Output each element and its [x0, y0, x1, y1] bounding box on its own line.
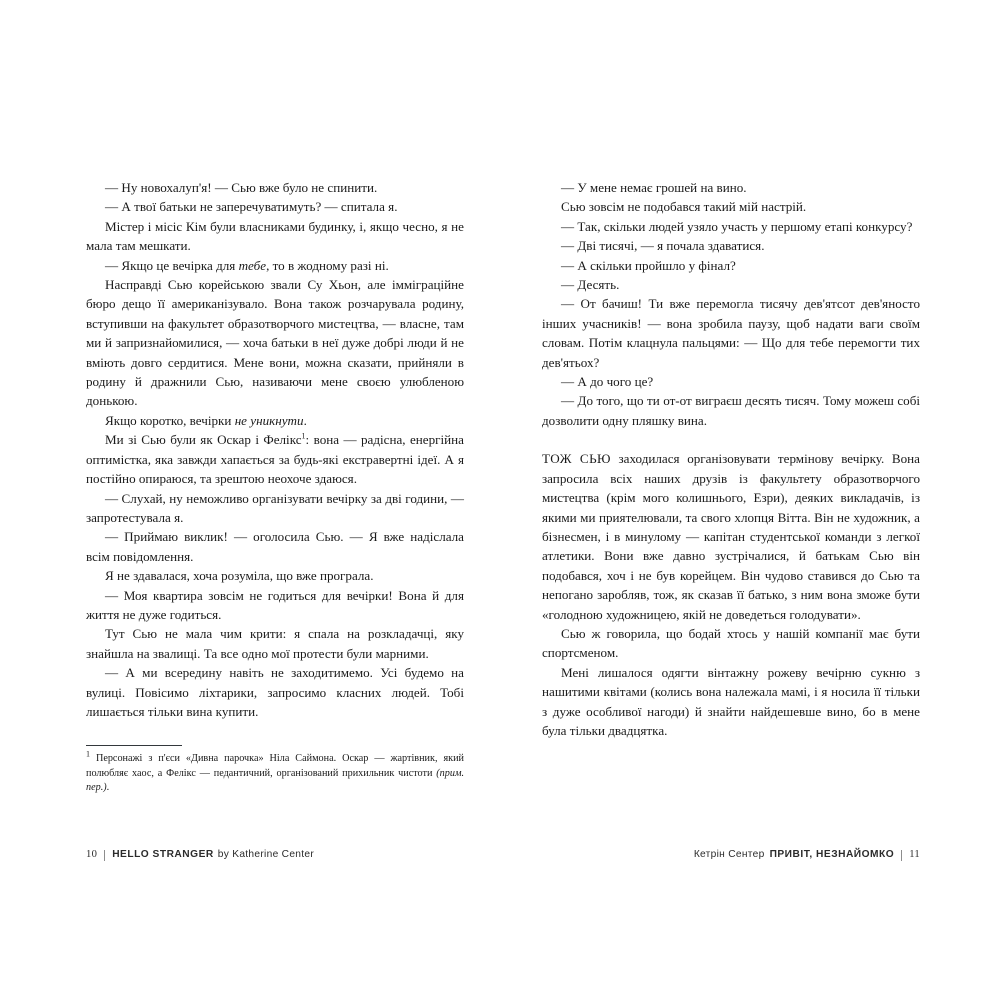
book-title-ua: ПРИВІТ, НЕЗНАЙОМКО [769, 849, 895, 860]
footnote-divider [86, 745, 182, 746]
paragraph-section-opening: ТОЖ СЬЮ заходилася організовувати термінову вечірку. Вона запросила всіх наших друзів із факультету образотворчого мистецтва (крім мого колишнього, Езри), деяких викладачів, із якими ми приятелювали, та свого хлопця Вітта. Він не художник, а бізнесмен, і в минулому — капітан студентської команди з легкої атлетики. Вони вже давно зустрічалися, й батькам Сью він подобався, хоч і не був корейцем. Він чудово ставився до Сью та непогано заробляв, тож, як сказав її батько, з ним вона зможе бути «голодною художницею, якій не доведеться голодувати». [542, 451, 920, 622]
book-byline: by Katherine Center [217, 849, 315, 860]
paragraph: — Моя квартира зовсім не годиться для вечірки! Вона й для життя не дуже годиться. [86, 587, 464, 622]
paragraph: Я не здавалася, хоча розуміла, що вже програла. [105, 568, 374, 584]
footer-divider [104, 850, 105, 861]
paragraph: — Так, скільки людей узяло участь у першому етапі конкурсу? [561, 218, 913, 234]
paragraph: Якщо коротко, вечірки не уникнути. [105, 412, 307, 428]
page-number: 11 [909, 849, 920, 860]
paragraph: Ми зі Сью були як Оскар і Фелікс$^1$: вона — радісна, енергійна оптимістка, яка завжди хапається за будь-які екстравертні ідеї. А я постійно опираюся, та зрештою неохоче здаюся. [86, 431, 464, 487]
paragraph: — Якщо це вечірка для тебе, то в жодному разі ні. [105, 257, 389, 273]
paragraph: Мені лишалося одягти вінтажну рожеву вечірню сукню з нашитими квітами (колись вона належала мамі, і я носила її тільки з дуже особливої нагоди) й знайти найдешевше вино, бо в мене була тільки двадцятка. [542, 664, 920, 738]
paragraph: — У мене немає грошей на вино. [561, 180, 747, 195]
paragraph: Сью ж говорила, що бодай хтось у нашій компанії має бути спортсменом. [542, 625, 920, 661]
footnote-text: $^1$ Персонажі з п'єси «Дивна парочка» Ніла Саймона. Оскар — жартівник, який полюбляє хаос, а Фелікс — педантичний, організований прихильник чистоти (прим. пер.). [86, 749, 464, 794]
left-page [56, 0, 476, 1000]
paragraph: — А твої батьки не заперечуватимуть? — спитала я. [105, 199, 398, 215]
footnote-number: 1 [86, 749, 90, 759]
paragraph: — А до чого це? [561, 374, 654, 390]
paragraph: Сью зовсім не подобався такий мій настрій. [561, 199, 807, 215]
author-name: Кетрін Сентер [693, 849, 765, 860]
paragraph: — Дві тисячі, — я почала здаватися. [561, 238, 765, 254]
footnote-block [86, 745, 464, 796]
paragraph: — Десять. [561, 277, 620, 293]
page-number: 10 [86, 849, 98, 860]
paragraph: — Слухай, ну неможливо організувати вечірку за дві години, — запротестувала я. [86, 490, 464, 525]
paragraph: — А скільки пройшло у фінал? [561, 257, 736, 273]
right-page [524, 0, 944, 1000]
paragraph: — Ну новохалуп'я! — Сью вже було не спинити. [105, 180, 378, 195]
footer-divider [901, 850, 902, 861]
paragraph: — До того, що ти от-от виграєш десять тисяч. Тому можеш собі дозволити одну пляшку вина. [542, 393, 920, 428]
footnote-marker: 1 [301, 431, 306, 441]
right-page-footer [694, 849, 920, 860]
left-page-footer [86, 849, 314, 860]
book-title: HELLO STRANGER [112, 849, 214, 860]
paragraph: — Приймаю виклик! — оголосила Сью. — Я вже надіслала всім повідомлення. [86, 529, 464, 564]
right-page-text-column [542, 178, 920, 740]
left-page-text-column [86, 178, 464, 721]
paragraph: — А ми всередину навіть не заходитимемо. Усі будемо на вулиці. Повісимо ліхтарики, запросимо класних людей. Тобі лишається тільки вина купити. [86, 665, 464, 719]
paragraph: Містер і місіс Кім були власниками будинку, і, якщо чесно, я не мала там мешкати. [86, 218, 464, 254]
paragraph: Насправді Сью корейською звали Су Хьон, але імміграційне бюро дещо її американізувало. Вона також розчарувала родину, вступивши на факультет образотворчого мистецтва, — власне, там ми й запризнайомилися, — хоча батьки в неї дуже добрі люди й не вміють довго сердитися. Мене вони, можна сказати, прийняли в родину й дражнили Сью, називаючи мене своєю улюбленою донькою. [86, 277, 464, 409]
section-lead-caps: ТОЖ СЬЮ [542, 451, 611, 467]
paragraph: Тут Сью не мала чим крити: я спала на розкладачці, яку знайшла на звалищі. Та все одно мої протести були марними. [86, 626, 464, 661]
paragraph: — От бачиш! Ти вже перемогла тисячу дев'ятсот дев'яносто інших учасників! — вона зробила паузу, щоб надати ваги своїм словам. Потім клацнула пальцями: — Що для тебе перемогти тих дев'ятьох? [542, 296, 920, 370]
